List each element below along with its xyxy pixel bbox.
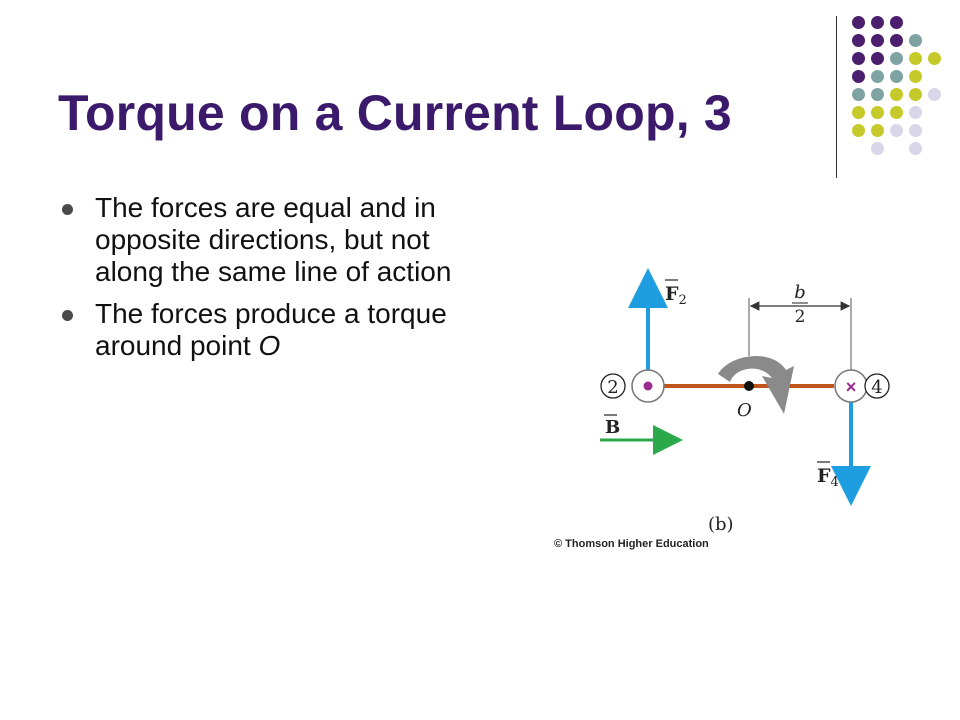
bullet-text: The forces are equal and in opposite directions, but not along the same line of action <box>95 192 452 287</box>
wire-2-out-dot <box>644 382 653 391</box>
dimension-label-denominator: 2 <box>794 307 806 327</box>
dimension-label-numerator: b <box>794 282 806 303</box>
deco-dot <box>890 106 903 119</box>
deco-dot <box>890 52 903 65</box>
deco-dot <box>928 88 941 101</box>
deco-dot <box>909 34 922 47</box>
deco-dot <box>890 88 903 101</box>
bullet-item <box>58 298 458 362</box>
deco-dot <box>871 88 884 101</box>
deco-dot <box>909 124 922 137</box>
bullet-text-emphasis: O <box>258 330 281 361</box>
point-o <box>744 381 754 391</box>
bullet-dot-icon <box>62 310 73 321</box>
deco-dot <box>909 142 922 155</box>
deco-dot <box>890 34 903 47</box>
deco-dot <box>909 70 922 83</box>
force-f4-label: $F_4$ <box>817 465 839 490</box>
deco-dot <box>852 70 865 83</box>
figure-part-label: (b) <box>708 514 734 535</box>
deco-dot <box>909 88 922 101</box>
deco-dot <box>890 16 903 29</box>
deco-dot <box>909 106 922 119</box>
deco-dot <box>871 34 884 47</box>
deco-dot <box>852 88 865 101</box>
deco-dot <box>852 34 865 47</box>
deco-dot <box>852 52 865 65</box>
bullet-text: The forces produce a torque around point <box>95 298 447 361</box>
deco-dot <box>852 16 865 29</box>
slide-title: Torque on a Current Loop, 3 <box>58 85 732 141</box>
deco-dot <box>871 142 884 155</box>
deco-dot <box>890 124 903 137</box>
divider-line <box>836 16 837 178</box>
field-b-label: B <box>605 417 621 438</box>
wire-4-in-mark: × <box>845 377 857 397</box>
deco-dot <box>871 70 884 83</box>
bullet-item <box>58 192 458 288</box>
deco-dot <box>852 106 865 119</box>
deco-dot <box>871 124 884 137</box>
deco-dot <box>871 106 884 119</box>
deco-dot <box>871 16 884 29</box>
wire-4-label: 4 <box>871 377 883 398</box>
deco-dot <box>852 124 865 137</box>
deco-dot <box>890 70 903 83</box>
wire-2-label: 2 <box>607 377 619 398</box>
bullet-list <box>58 192 458 372</box>
deco-dot <box>909 52 922 65</box>
deco-dot <box>928 52 941 65</box>
figure-caption: © Thomson Higher Education <box>554 538 709 550</box>
force-f2-label: $F_2$ <box>665 283 687 308</box>
bullet-dot-icon <box>62 204 73 215</box>
point-o-label: O <box>737 400 752 421</box>
deco-dot <box>871 52 884 65</box>
